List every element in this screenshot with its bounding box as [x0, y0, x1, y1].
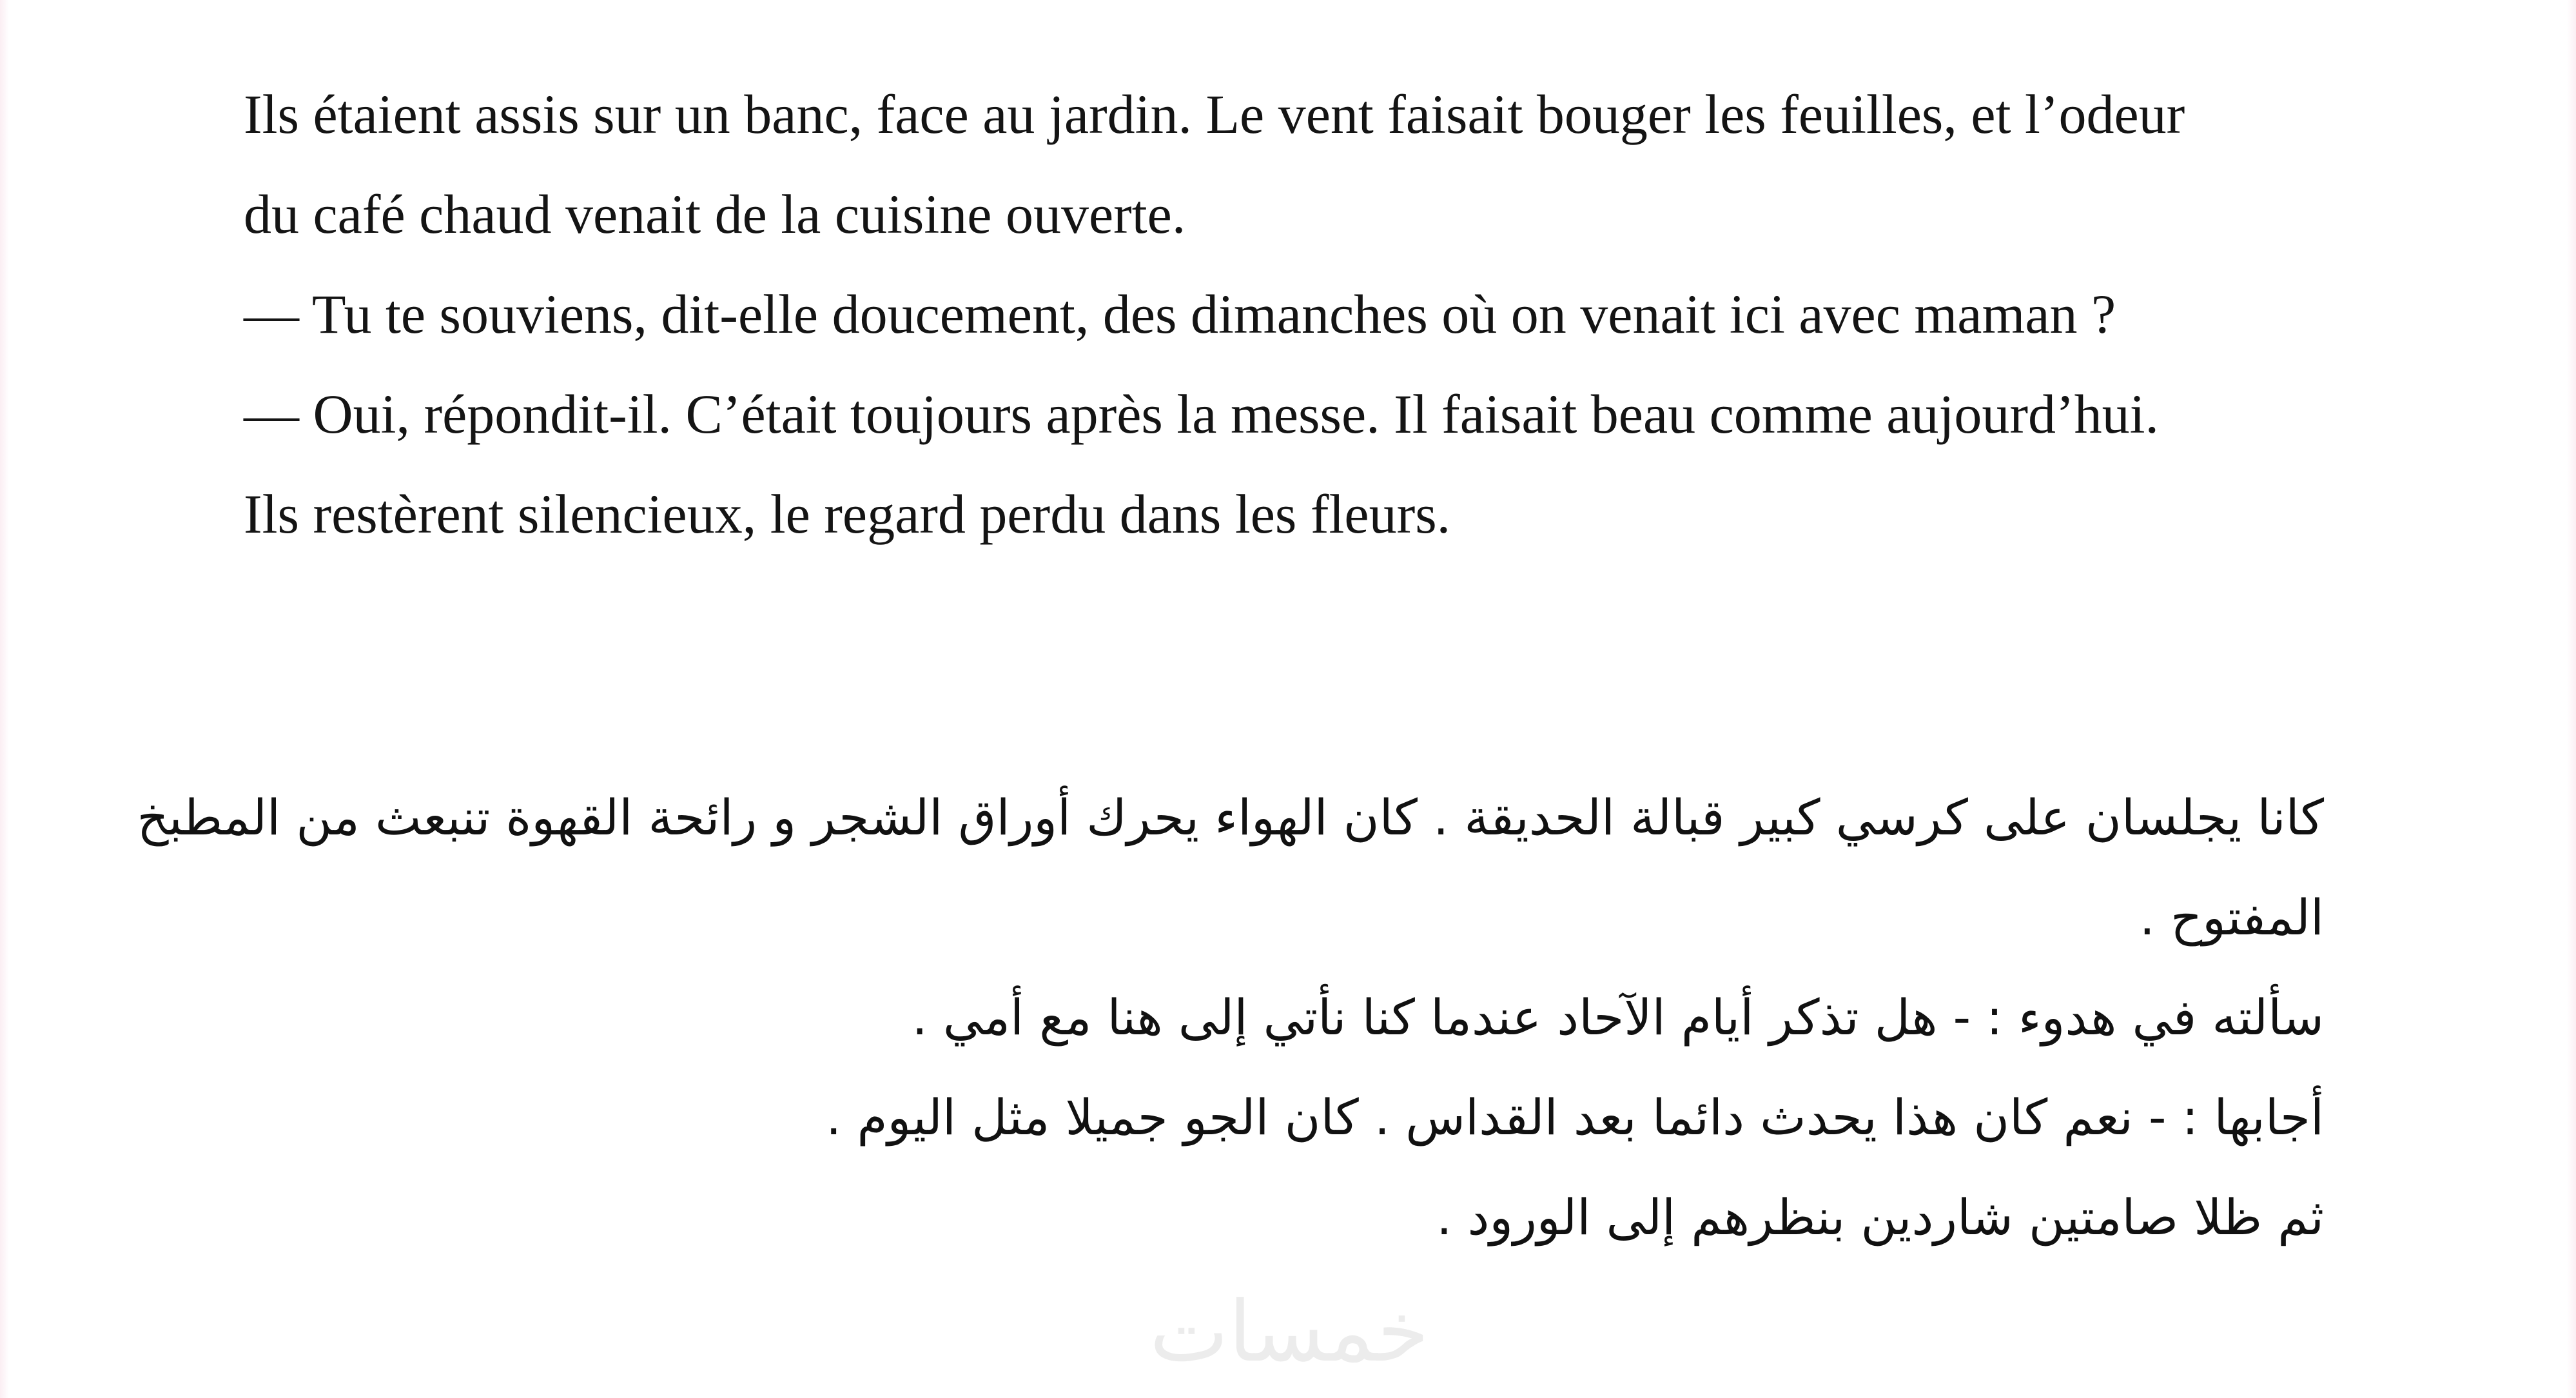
french-line-2: du café chaud venait de la cuisine ouverte. — [244, 183, 1186, 245]
arabic-line-5: ثم ظلا صامتين شاردين بنظرهم إلى الورود . — [1436, 1188, 2324, 1246]
arabic-line-3: سألته في هدوء : - هل تذكر أيام الآحاد عندما كنا نأتي إلى هنا مع أمي . — [912, 989, 2324, 1046]
french-line-1: Ils étaient assis sur un banc, face au jardin. Le vent faisait bouger les feuilles, et l’odeur — [244, 83, 2185, 145]
french-line-4: — Oui, répondit-il. C’était toujours après la messe. Il faisait beau comme aujourd’hui. — [244, 383, 2159, 445]
french-line-3: — Tu te souviens, dit-elle doucement, des dimanches où on venait ici avec maman ? — [244, 283, 2116, 345]
arabic-line-4: أجابها : - نعم كان هذا يحدث دائما بعد القداس . كان الجو جميلا مثل اليوم . — [826, 1088, 2324, 1146]
french-paragraph — [244, 64, 2371, 564]
watermark-logo: خمسات — [1149, 1283, 1429, 1381]
arabic-line-1: كانا يجلسان على كرسي كبير قبالة الحديقة . كان الهواء يحرك أوراق الشجر و رائحة القهوة تنبعث من المطبخ — [137, 789, 2324, 846]
arabic-paragraph — [137, 767, 2324, 1267]
arabic-line-2: المفتوح . — [2139, 889, 2324, 946]
french-line-5: Ils restèrent silencieux, le regard perdu dans les fleurs. — [244, 483, 1451, 545]
